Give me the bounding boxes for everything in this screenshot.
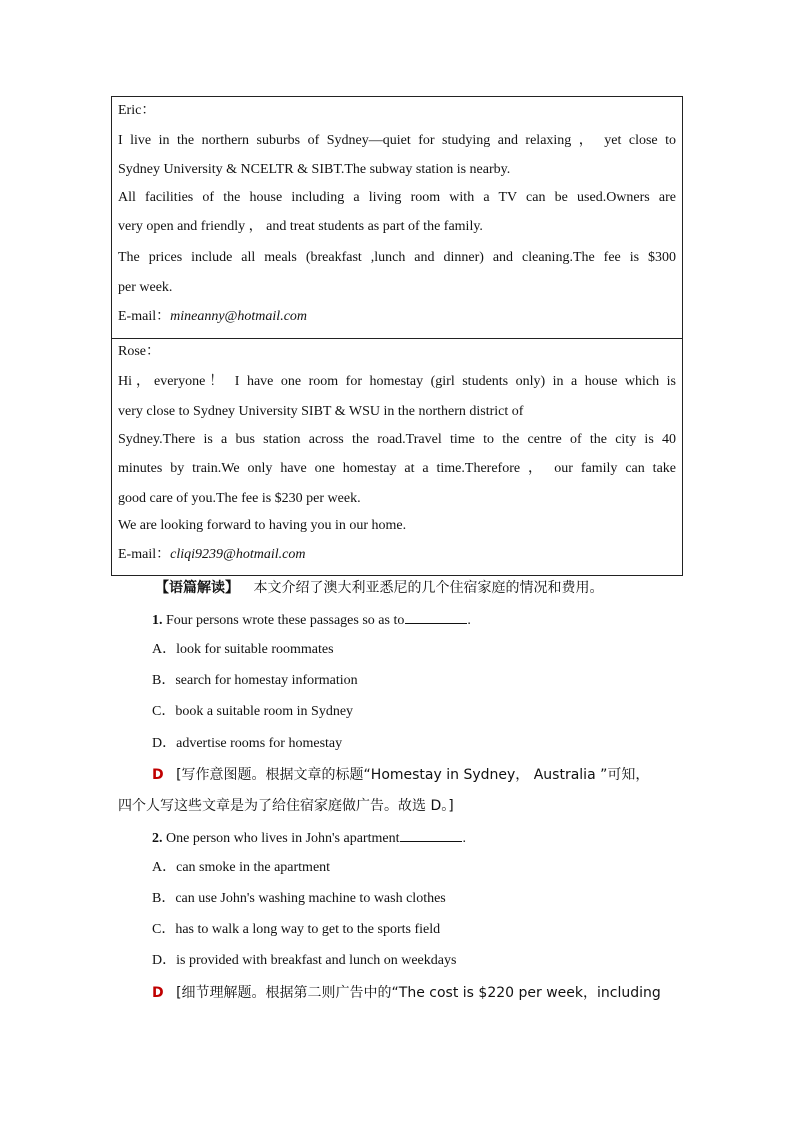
ad-author-name: Eric： (118, 103, 156, 118)
ad-text-line: good care of you.The fee is $230 per week. (118, 491, 361, 506)
question-text: Four persons wrote these passages so as to (166, 613, 405, 628)
analysis-label: 【语篇解读】 (155, 580, 239, 596)
question-text: One person who lives in John's apartment (166, 831, 400, 846)
ad-text-line: The prices include all meals (breakfast ,lunch and dinner) and cleaning.The fee is $300 (118, 250, 676, 265)
explanation-text: [细节理解题。根据第二则广告中的“The cost is $220 per week，including (176, 985, 661, 1001)
explanation (152, 983, 661, 1003)
email-label: E-mail： (118, 309, 171, 324)
ad-author-name: Rose： (118, 344, 160, 359)
option-b: B．can use John's washing machine to wash clothes (152, 891, 446, 906)
answer-letter: D (152, 985, 164, 1001)
explanation-text: [写作意图题。根据文章的标题“Homestay in Sydney， Australia ”可知， (176, 767, 650, 783)
ad-text-line: very close to Sydney University SIBT & WSU in the northern district of (118, 404, 524, 419)
ad-email-line (118, 546, 676, 564)
ad-text-line: Sydney University & NCELTR & SIBT.The subway station is nearby. (118, 162, 511, 177)
option-b: B．search for homestay information (152, 673, 358, 688)
option-c: C．book a suitable room in Sydney (152, 704, 354, 719)
question-number: 1. (152, 613, 163, 628)
ad-text-line: We are looking forward to having you in our home. (118, 518, 407, 533)
option-a: A．look for suitable roommates (152, 642, 334, 657)
ad-box-eric (111, 96, 683, 339)
explanation (152, 765, 649, 785)
explanation-continued: 四个人写这些文章是为了给住宿家庭做广告。故选 D。] (118, 798, 454, 814)
question-stem: 1. Four persons wrote these passages so as to . (152, 609, 471, 631)
option-c: C．has to walk a long way to get to the sports field (152, 922, 441, 937)
option-d: D．advertise rooms for homestay (152, 736, 343, 751)
email-label: E-mail： (118, 547, 171, 562)
question-number: 2. (152, 831, 163, 846)
answer-letter: D (152, 767, 164, 783)
ad-text-line: All facilities of the house including a living room with a TV can be used.Owners are (118, 190, 676, 205)
ad-text-line: per week. (118, 280, 173, 295)
option-a: A．can smoke in the apartment (152, 860, 331, 875)
option-d: D．is provided with breakfast and lunch on weekdays (152, 953, 457, 968)
question-stem: 2. One person who lives in John's apartment . (152, 827, 466, 849)
answer-blank (400, 827, 462, 842)
ad-email-line (118, 308, 676, 326)
analysis-text: 本文介绍了澳大利亚悉尼的几个住宿家庭的情况和费用。 (253, 580, 604, 596)
ad-box-rose (111, 338, 683, 576)
ad-text-line: very open and friendly ， and treat students as part of the family. (118, 219, 483, 234)
ad-text-line: I live in the northern suburbs of Sydney—quiet for studying and relaxing ， yet close to (118, 133, 676, 148)
passage-analysis (155, 578, 603, 598)
email-address[interactable]: cliqi9239@hotmail.com (170, 547, 306, 562)
email-address[interactable]: mineanny@hotmail.com (170, 309, 308, 324)
ad-text-line: Hi，everyone！ I have one room for homestay (girl students only) in a house which is (118, 374, 676, 389)
ad-text-line: minutes by train.We only have one homestay at a time.Therefore ， our family can take (118, 461, 676, 476)
ad-text-line: Sydney.There is a bus station across the road.Travel time to the centre of the city is 40 (118, 432, 676, 447)
answer-blank (405, 609, 467, 624)
